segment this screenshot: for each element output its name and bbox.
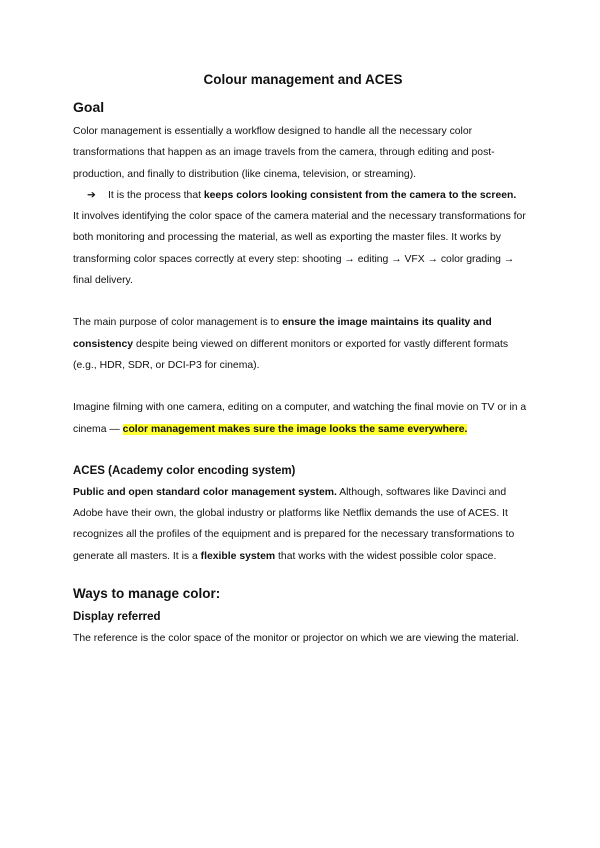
spacer (73, 291, 533, 312)
document-title: Colour management and ACES (203, 72, 403, 87)
arrow-bullet-icon: ➔ (87, 189, 96, 201)
aces-paragraph (73, 482, 533, 567)
ways-heading: Ways to manage color: (73, 586, 221, 602)
spacer (73, 567, 533, 583)
para4-prefix: Imagine filming with one camera, editing on a computer, and watching the final movie on TV or in a cinema — (73, 402, 527, 435)
goal-heading: Goal (73, 99, 105, 115)
goal-bullet-text (108, 185, 533, 206)
aces-bold-mid: flexible system (200, 550, 276, 562)
document-page (73, 70, 533, 649)
aces-heading: ACES (Academy color encoding system) (73, 464, 296, 477)
display-referred-text: The reference is the color space of the monitor or projector on which we are viewing the material. (73, 633, 519, 645)
spacer (73, 440, 533, 461)
para3-suffix: despite being viewed on different monitors or exported for vastly different formats (e.g., HDR, SDR, or DCI-P3 for cinema). (73, 338, 509, 371)
goal-paragraph-1: Color management is essentially a workflow designed to handle all the necessary color transformations that happen as an image travels from the camera, through editing and post-production, and finally to distribution (like cinema, television, or streaming). (73, 126, 495, 180)
aces-bold-lead: Public and open standard color management system. (73, 486, 337, 498)
para3-prefix: The main purpose of color management is to (73, 317, 283, 329)
aces-text-1: Although, softwares like Davinci and Adobe have their own, the global industry or platforms like Netflix demands the use of ACES. It recognizes all the profiles of the equipment and is prepared for the necessary transformations to generate all masters. It is a (73, 486, 515, 562)
goal-paragraph-4 (73, 397, 533, 440)
aces-text-2: that works with the widest possible color space. (275, 550, 497, 562)
display-referred-heading: Display referred (73, 611, 161, 624)
goal-paragraph-2: It involves identifying the color space of the camera material and the necessary transformations for both monitoring and processing the material, as well as exporting the master files. It works by transforming color spaces correctly at every step: shooting → editing → VFX → color grading → final delivery. (73, 211, 526, 287)
goal-bullet (73, 185, 533, 206)
goal-paragraph-3 (73, 312, 533, 376)
para3-bold: ensure the image maintains its quality and consistency (73, 317, 492, 350)
goal-bullet-prefix: It is the process that (108, 189, 204, 201)
para4-highlight: color management makes sure the image looks the same everywhere. (122, 423, 468, 435)
goal-bullet-bold: keeps colors looking consistent from the camera to the screen. (203, 189, 517, 201)
spacer (73, 376, 533, 397)
